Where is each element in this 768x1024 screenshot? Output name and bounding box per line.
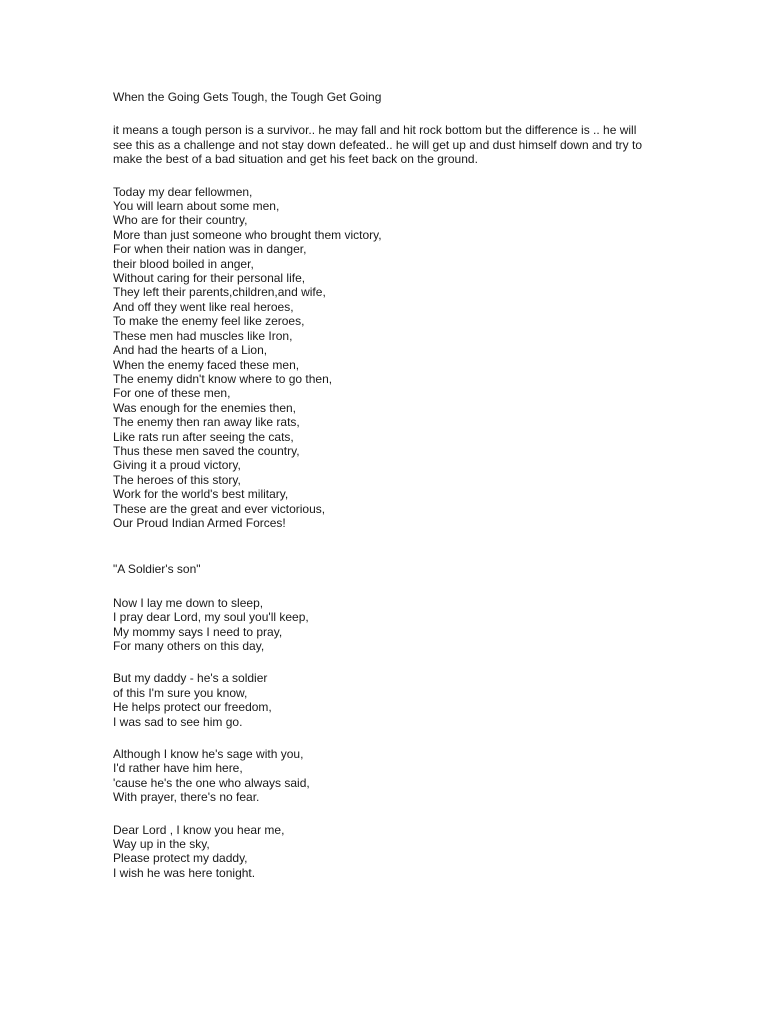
poem-line: He helps protect our freedom, <box>113 700 272 715</box>
poem2-stanza-3 <box>113 747 653 805</box>
poem-line: Dear Lord , I know you hear me, <box>113 822 285 837</box>
poem-line: The enemy then ran away like rats, <box>113 415 300 430</box>
document-content <box>113 90 653 898</box>
poem-line: Please protect my daddy, <box>113 851 248 866</box>
poem1-stanza <box>113 185 653 531</box>
poem-line: their blood boiled in anger, <box>113 256 254 271</box>
poem-line: I pray dear Lord, my soul you'll keep, <box>113 610 309 625</box>
poem-line: Our Proud Indian Armed Forces! <box>113 515 286 530</box>
poem-line: With prayer, there's no fear. <box>113 790 260 805</box>
poem-line: Now I lay me down to sleep, <box>113 595 264 610</box>
poem-line: I was sad to see him go. <box>113 714 243 729</box>
poem2-stanza-2 <box>113 671 653 729</box>
poem-line: Although I know he's sage with you, <box>113 747 304 762</box>
poem2-stanza-4 <box>113 823 653 881</box>
poem-line: But my daddy - he's a soldier <box>113 671 268 686</box>
poem-line: They left their parents,children,and wife, <box>113 285 326 300</box>
poem-line: More than just someone who brought them victory, <box>113 227 382 242</box>
poem-line: Work for the world's best military, <box>113 487 289 502</box>
poem-line: These are the great and ever victorious, <box>113 501 326 516</box>
poem-line: These men had muscles like Iron, <box>113 328 293 343</box>
poem-line: For one of these men, <box>113 386 231 401</box>
poem-line: My mommy says I need to pray, <box>113 624 283 639</box>
poem-line: I'd rather have him here, <box>113 761 243 776</box>
poem-line: Today my dear fellowmen, <box>113 184 253 199</box>
poem-line: Way up in the sky, <box>113 837 210 852</box>
poem-line: Thus these men saved the country, <box>113 443 300 458</box>
intro-paragraph: it means a tough person is a survivor.. he may fall and hit rock bottom but the difference is .. he will see this as a challenge and not stay down defeated.. he will get up and dust himself down and try to make the best of a bad situation and get his feet back on the ground. <box>113 123 643 167</box>
poem-line: Was enough for the enemies then, <box>113 400 296 415</box>
poem-line: And had the hearts of a Lion, <box>113 343 268 358</box>
poem-line: I wish he was here tonight. <box>113 865 256 880</box>
poem-line: Who are for their country, <box>113 213 248 228</box>
poem-line: For when their nation was in danger, <box>113 242 307 257</box>
poem-line: Giving it a proud victory, <box>113 458 241 473</box>
poem-line: For many others on this day, <box>113 639 265 653</box>
page-title: When the Going Gets Tough, the Tough Get Going <box>113 90 382 104</box>
poem-line: You will learn about some men, <box>113 199 280 214</box>
poem-line: And off they went like real heroes, <box>113 299 294 314</box>
poem-line: Without caring for their personal life, <box>113 271 306 286</box>
poem2-title: "A Soldier's son" <box>113 562 201 577</box>
poem2-stanza-1 <box>113 596 653 654</box>
poem-line: Like rats run after seeing the cats, <box>113 429 294 444</box>
poem-line: of this I'm sure you know, <box>113 685 248 700</box>
poem-line: 'cause he's the one who always said, <box>113 775 310 790</box>
poem-line: The enemy didn't know where to go then, <box>113 371 333 386</box>
poem-line: When the enemy faced these men, <box>113 357 300 372</box>
poem-line: To make the enemy feel like zeroes, <box>113 314 305 329</box>
poem-line: The heroes of this story, <box>113 472 241 487</box>
